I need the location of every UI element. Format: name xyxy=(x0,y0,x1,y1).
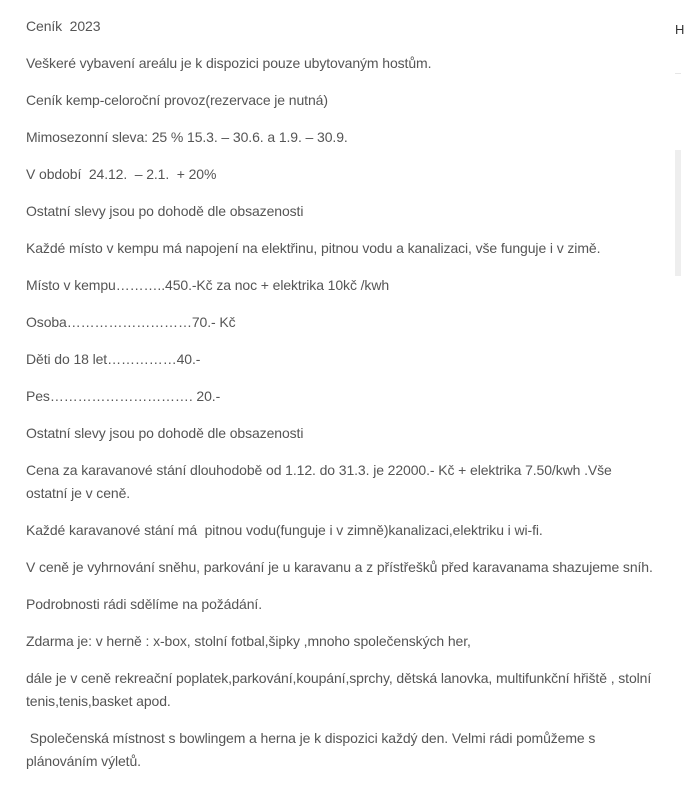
text-caravan-utilities: Každé karavanové stání má pitnou vodu(funguje i v zimně)kanalizaci,elektriku i wi-fi. xyxy=(26,522,543,538)
text-snow-service: V ceně je vyhrnování sněhu, parkování je u karavanu a z přístřešků před karavanama shazujeme sníh. xyxy=(26,559,653,575)
text-details-on-request: Podrobnosti rádi sdělíme na požádání. xyxy=(26,596,263,612)
text-other-discounts: Ostatní slevy jsou po dohodě dle obsazenosti xyxy=(26,203,304,219)
text-social-room: Společenská místnost s bowlingem a herna je k dispozici každý den. Velmi rádi pomůžeme s plánováním výletů. xyxy=(26,730,600,769)
price-camp-site: Místo v kempu………..450.-Kč za noc + elektrika 10kč /kwh xyxy=(26,277,390,293)
price-caravan-longterm: Cena za karavanové stání dlouhodobě od 1.12. do 31.3. je 22000.- Kč + elektrika 7.50/kwh .Vše ostatní je v ceně. xyxy=(26,462,616,501)
heading-price-list-2023: Ceník 2023 xyxy=(26,18,101,34)
text-included-services: dále je v ceně rekreační poplatek,parkování,koupání,sprchy, dětská lanovka, multifunkční hřiště , stolní tenis,tenis,basket apod. xyxy=(26,670,655,709)
price-dog: Pes…………………………. 20.- xyxy=(26,388,221,404)
price-person: Osoba………………………70.- Kč xyxy=(26,314,236,330)
sidebar-divider xyxy=(675,73,681,74)
text-site-utilities: Každé místo v kempu má napojení na elektřinu, pitnou vodu a kanalizaci, vše funguje i v zimě. xyxy=(26,240,601,256)
text-holiday-surcharge: V období 24.12. – 2.1. + 20% xyxy=(26,166,217,182)
text-offseason-discount: Mimosezonní sleva: 25 % 15.3. – 30.6. a 1.9. – 30.9. xyxy=(26,129,348,145)
price-children: Děti do 18 let……………40.- xyxy=(26,351,201,367)
price-list-content xyxy=(26,15,656,787)
text-camp-year-round: Ceník kemp-celoroční provoz(rezervace je nutná) xyxy=(26,92,328,108)
sidebar-scroll-panel[interactable] xyxy=(675,150,681,276)
text-guest-only-notice: Veškeré vybavení areálu je k dispozici pouze ubytovaným hostům. xyxy=(26,55,432,71)
sidebar-heading-fragment: H xyxy=(675,22,684,37)
text-other-discounts-2: Ostatní slevy jsou po dohodě dle obsazenosti xyxy=(26,425,304,441)
text-free-amenities: Zdarma je: v herně : x-box, stolní fotbal,šipky ,mnoho společenských her, xyxy=(26,633,471,649)
sidebar-edge xyxy=(665,0,684,812)
